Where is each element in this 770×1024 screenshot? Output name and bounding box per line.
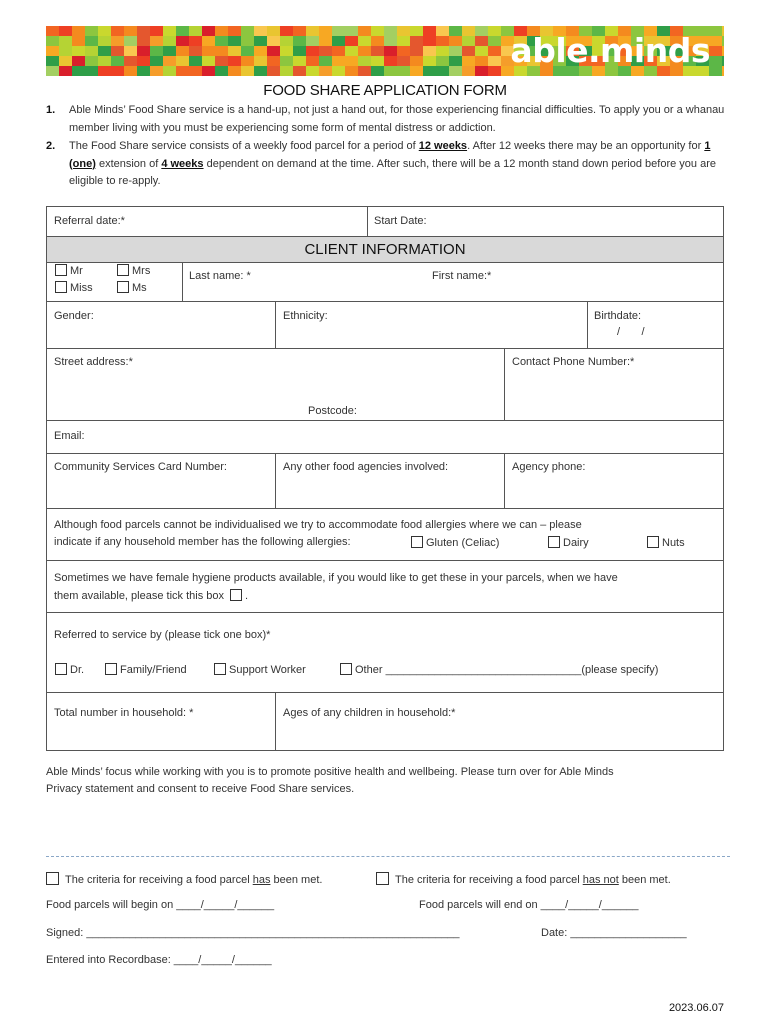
mosaic-tile [72, 66, 85, 76]
mosaic-tile [215, 26, 228, 36]
dairy-checkbox[interactable] [548, 536, 560, 548]
mosaic-tile [85, 36, 98, 46]
mosaic-tile [319, 26, 332, 36]
mosaic-tile [241, 46, 254, 56]
family-friend-checkbox[interactable] [105, 663, 117, 675]
gluten-option[interactable]: Gluten (Celiac) [411, 536, 499, 549]
mosaic-tile [319, 66, 332, 76]
hygiene-text: Sometimes we have female hygiene products available, if you would like to get these in your parcels, when we have [54, 572, 618, 584]
mosaic-tile [202, 46, 215, 56]
mosaic-tile [163, 26, 176, 36]
mosaic-tile [332, 66, 345, 76]
mosaic-tile [462, 36, 475, 46]
office-use-divider [46, 856, 730, 857]
mosaic-tile [488, 66, 501, 76]
mosaic-tile [163, 46, 176, 56]
mosaic-tile [332, 26, 345, 36]
mosaic-tile [488, 46, 501, 56]
mrs-checkbox[interactable] [117, 264, 129, 276]
mosaic-tile [176, 36, 189, 46]
mosaic-tile [462, 56, 475, 66]
intro-item-2 [46, 138, 726, 191]
mosaic-tile [98, 26, 111, 36]
mosaic-tile [384, 36, 397, 46]
mosaic-tile [280, 46, 293, 56]
mosaic-tile [722, 56, 724, 66]
dairy-option[interactable]: Dairy [548, 536, 589, 549]
mosaic-tile [254, 66, 267, 76]
mosaic-tile [98, 66, 111, 76]
gender-field[interactable]: Gender: [54, 310, 94, 322]
criteria-not-met-checkbox[interactable] [376, 872, 389, 885]
mosaic-tile [163, 66, 176, 76]
mosaic-tile [59, 36, 72, 46]
support-worker-checkbox[interactable] [214, 663, 226, 675]
criteria-met-checkbox[interactable] [46, 872, 59, 885]
mosaic-tile [280, 36, 293, 46]
mosaic-tile [449, 56, 462, 66]
mosaic-tile [124, 56, 137, 66]
mosaic-tile [111, 56, 124, 66]
mosaic-tile [85, 66, 98, 76]
mosaic-tile [410, 46, 423, 56]
mosaic-tile [371, 36, 384, 46]
mosaic-tile [137, 36, 150, 46]
other-checkbox[interactable] [340, 663, 352, 675]
mosaic-tile [228, 46, 241, 56]
ethnicity-field[interactable]: Ethnicity: [283, 310, 328, 322]
mosaic-tile [709, 56, 722, 66]
mosaic-tile [436, 36, 449, 46]
mosaic-tile [306, 56, 319, 66]
mosaic-tile [384, 46, 397, 56]
mosaic-tile [371, 56, 384, 66]
intro-item-1 [46, 102, 726, 137]
mosaic-tile [449, 46, 462, 56]
mosaic-tile [163, 36, 176, 46]
mosaic-tile [332, 46, 345, 56]
mosaic-tile [371, 26, 384, 36]
mosaic-tile [306, 36, 319, 46]
mosaic-tile [111, 36, 124, 46]
mosaic-tile [722, 36, 724, 46]
focus-statement-line1: Able Minds’ focus while working with you is to promote positive health and wellbeing. Please turn over for Able Minds [46, 766, 614, 778]
mosaic-tile [449, 36, 462, 46]
referral-other-option[interactable]: Other ________________________________(please specify) [340, 663, 658, 676]
mosaic-tile [176, 26, 189, 36]
mosaic-tile [397, 66, 410, 76]
mosaic-tile [59, 66, 72, 76]
mosaic-tile [436, 46, 449, 56]
criteria-met-option[interactable]: The criteria for receiving a food parcel has been met. [46, 872, 322, 886]
mosaic-tile [98, 46, 111, 56]
mosaic-tile [137, 26, 150, 36]
mosaic-tile [397, 36, 410, 46]
mosaic-tile [215, 66, 228, 76]
mosaic-tile [150, 26, 163, 36]
mosaic-tile [358, 26, 371, 36]
contact-phone-field[interactable]: Contact Phone Number:* [512, 356, 635, 368]
mosaic-tile [98, 36, 111, 46]
mosaic-tile [449, 26, 462, 36]
mosaic-tile [293, 56, 306, 66]
mosaic-tile [189, 66, 202, 76]
referral-family-option[interactable]: Family/Friend [105, 663, 187, 676]
mosaic-tile [462, 26, 475, 36]
mosaic-tile [293, 36, 306, 46]
mosaic-tile [150, 66, 163, 76]
mosaic-tile [293, 66, 306, 76]
mosaic-tile [423, 46, 436, 56]
mosaic-tile [709, 26, 722, 36]
mosaic-tile [332, 36, 345, 46]
mosaic-tile [475, 36, 488, 46]
mosaic-tile [410, 26, 423, 36]
mosaic-tile [397, 26, 410, 36]
mosaic-tile [358, 46, 371, 56]
mosaic-tile [254, 26, 267, 36]
mosaic-tile [423, 66, 436, 76]
mosaic-tile [436, 26, 449, 36]
mosaic-tile [59, 56, 72, 66]
mosaic-tile [189, 26, 202, 36]
street-address-field[interactable]: Street address:* [54, 356, 133, 368]
mosaic-tile [475, 26, 488, 36]
mosaic-tile [709, 66, 722, 76]
mosaic-tile [202, 56, 215, 66]
client-information-header: CLIENT INFORMATION [47, 237, 723, 262]
mosaic-tile [306, 46, 319, 56]
mosaic-tile [410, 36, 423, 46]
mosaic-tile [462, 46, 475, 56]
mosaic-tile [488, 36, 501, 46]
mosaic-tile [371, 66, 384, 76]
mosaic-tile [280, 26, 293, 36]
mosaic-tile [397, 56, 410, 66]
mosaic-tile [397, 46, 410, 56]
mosaic-tile [254, 46, 267, 56]
mosaic-tile [215, 56, 228, 66]
criteria-not-met-option[interactable]: The criteria for receiving a food parcel has not been met. [376, 872, 671, 886]
brand-logo: able.minds [510, 31, 710, 70]
mosaic-tile [488, 56, 501, 66]
referral-dr-option[interactable]: Dr. [55, 663, 84, 676]
mosaic-tile [371, 46, 384, 56]
mosaic-tile [59, 26, 72, 36]
mosaic-tile [189, 36, 202, 46]
item-number: 1. [46, 104, 56, 116]
hygiene-question: them available, please tick this box . [54, 590, 249, 602]
mosaic-tile [124, 36, 137, 46]
mosaic-tile [345, 36, 358, 46]
mosaic-tile [98, 56, 111, 66]
mosaic-tile [423, 26, 436, 36]
title-miss-option[interactable]: Miss [55, 281, 93, 294]
mosaic-tile [358, 36, 371, 46]
mosaic-tile [254, 56, 267, 66]
allergies-question: indicate if any household member has the following allergies: [54, 536, 351, 548]
mosaic-tile [215, 36, 228, 46]
dr-checkbox[interactable] [55, 663, 67, 675]
mosaic-tile [488, 26, 501, 36]
mosaic-tile [449, 66, 462, 76]
mosaic-tile [163, 56, 176, 66]
mosaic-tile [85, 46, 98, 56]
mosaic-tile [410, 66, 423, 76]
mosaic-tile [475, 56, 488, 66]
mosaic-tile [345, 46, 358, 56]
mosaic-tile [228, 26, 241, 36]
mosaic-tile [137, 56, 150, 66]
mosaic-tile [46, 46, 59, 56]
title-mr-option[interactable]: Mr [55, 264, 83, 277]
date-field[interactable]: Date: ___________________ [541, 927, 687, 939]
mosaic-tile [436, 66, 449, 76]
referral-label: Referred to service by (please tick one box)* [54, 629, 271, 641]
community-services-card-field[interactable]: Community Services Card Number: [54, 461, 227, 473]
referral-support-worker-option[interactable]: Support Worker [214, 663, 306, 676]
mosaic-tile [202, 26, 215, 36]
mosaic-tile [267, 46, 280, 56]
mosaic-tile [280, 66, 293, 76]
mosaic-tile [709, 46, 722, 56]
emphasis-one: 1 (one) [69, 140, 711, 170]
item-number: 2. [46, 140, 56, 152]
mosaic-tile [345, 66, 358, 76]
mosaic-tile [306, 26, 319, 36]
first-name-field[interactable]: First name:* [432, 270, 492, 282]
mosaic-tile [228, 56, 241, 66]
mosaic-tile [241, 36, 254, 46]
referral-date-field[interactable]: Referral date:* [54, 215, 125, 227]
mosaic-tile [267, 56, 280, 66]
emphasis-4-weeks: 4 weeks [161, 157, 204, 170]
mosaic-tile [124, 46, 137, 56]
nuts-option[interactable]: Nuts [647, 536, 685, 549]
mosaic-tile [150, 36, 163, 46]
mosaic-tile [384, 56, 397, 66]
household-total-field[interactable]: Total number in household: * [54, 707, 194, 719]
mosaic-tile [241, 56, 254, 66]
mosaic-tile [46, 36, 59, 46]
mosaic-tile [319, 36, 332, 46]
parcels-begin-field[interactable]: Food parcels will begin on ____/_____/______ [46, 899, 275, 911]
mosaic-tile [228, 36, 241, 46]
mosaic-tile [85, 56, 98, 66]
recordbase-field[interactable]: Entered into Recordbase: ____/_____/______ [46, 954, 272, 966]
mosaic-tile [410, 56, 423, 66]
mosaic-tile [293, 46, 306, 56]
agency-phone-field[interactable]: Agency phone: [512, 461, 586, 473]
mosaic-tile [72, 26, 85, 36]
mosaic-tile [59, 46, 72, 56]
hygiene-checkbox[interactable] [230, 589, 242, 601]
last-name-field[interactable]: Last name: * [189, 270, 251, 282]
mosaic-tile [319, 46, 332, 56]
mosaic-tile [72, 36, 85, 46]
mr-checkbox[interactable] [55, 264, 67, 276]
mosaic-tile [85, 26, 98, 36]
mosaic-tile [124, 26, 137, 36]
mosaic-tile [111, 46, 124, 56]
mosaic-tile [345, 26, 358, 36]
birthdate-field[interactable]: Birthdate: [594, 310, 642, 322]
mosaic-tile [267, 66, 280, 76]
mosaic-tile [319, 56, 332, 66]
mosaic-tile [176, 66, 189, 76]
allergies-intro: Although food parcels cannot be individualised we try to accommodate food allergies where we can – please [54, 519, 582, 531]
focus-statement-line2: Privacy statement and consent to receive Food Share services. [46, 783, 355, 795]
ms-checkbox[interactable] [117, 281, 129, 293]
mosaic-tile [475, 66, 488, 76]
start-date-field[interactable]: Start Date: [374, 215, 427, 227]
mosaic-tile [384, 26, 397, 36]
mosaic-tile [228, 66, 241, 76]
mosaic-tile [384, 66, 397, 76]
mosaic-tile [241, 66, 254, 76]
mosaic-tile [124, 66, 137, 76]
mosaic-tile [280, 56, 293, 66]
mosaic-tile [267, 26, 280, 36]
form-version: 2023.06.07 [668, 1002, 724, 1014]
children-ages-field[interactable]: Ages of any children in household:* [283, 707, 456, 719]
mosaic-tile [72, 56, 85, 66]
mosaic-tile [150, 46, 163, 56]
mosaic-tile [215, 46, 228, 56]
mosaic-tile [150, 56, 163, 66]
emphasis-12-weeks: 12 weeks [418, 140, 468, 152]
mosaic-tile [46, 66, 59, 76]
logo-banner [46, 26, 724, 76]
mosaic-tile [423, 36, 436, 46]
mosaic-tile [176, 56, 189, 66]
mosaic-tile [72, 46, 85, 56]
mosaic-tile [475, 46, 488, 56]
mosaic-tile [722, 66, 724, 76]
gluten-checkbox[interactable] [411, 536, 423, 548]
mosaic-tile [202, 36, 215, 46]
parcels-end-field[interactable]: Food parcels will end on ____/_____/______ [419, 899, 639, 911]
mosaic-tile [423, 56, 436, 66]
email-field[interactable]: Email: [54, 430, 85, 442]
mosaic-tile [293, 26, 306, 36]
mosaic-tile [189, 46, 202, 56]
mosaic-tile [306, 66, 319, 76]
nuts-checkbox[interactable] [647, 536, 659, 548]
mosaic-tile [137, 46, 150, 56]
birthdate-slashes: / / [617, 326, 645, 338]
mosaic-tile [345, 56, 358, 66]
mosaic-tile [202, 66, 215, 76]
mosaic-tile [111, 26, 124, 36]
item-text: Able Minds’ Food Share service is a hand-up, not just a hand out, for those experiencing financial difficulties. To apply you or a whanau member living with you must be experiencing some form of mental distress or addiction. [69, 104, 725, 134]
title-mrs-option[interactable]: Mrs [117, 264, 150, 277]
form-title: FOOD SHARE APPLICATION FORM [263, 82, 507, 99]
mosaic-tile [358, 66, 371, 76]
mosaic-tile [332, 56, 345, 66]
mosaic-tile [436, 56, 449, 66]
mosaic-tile [189, 56, 202, 66]
miss-checkbox[interactable] [55, 281, 67, 293]
postcode-field[interactable]: Postcode: [308, 405, 357, 417]
mosaic-tile [722, 26, 724, 36]
title-ms-option[interactable]: Ms [117, 281, 147, 294]
signed-field[interactable]: Signed: _____________________________________________________________ [46, 927, 460, 939]
mosaic-tile [254, 36, 267, 46]
other-food-agencies-field[interactable]: Any other food agencies involved: [283, 461, 449, 473]
item-text: The Food Share service consists of a weekly food parcel for a period of 12 weeks. After 12 weeks there may be an opportunity for 1 (one) extension of 4 weeks dependent on demand at the time. After such, there will be a 12 month stand down period before you are eligible to re-apply. [69, 140, 716, 187]
mosaic-tile [241, 26, 254, 36]
mosaic-tile [709, 36, 722, 46]
mosaic-tile [267, 36, 280, 46]
mosaic-tile [137, 66, 150, 76]
mosaic-tile [722, 46, 724, 56]
mosaic-tile [462, 66, 475, 76]
mosaic-tile [46, 56, 59, 66]
mosaic-tile [111, 66, 124, 76]
mosaic-tile [358, 56, 371, 66]
mosaic-tile [46, 26, 59, 36]
mosaic-tile [176, 46, 189, 56]
